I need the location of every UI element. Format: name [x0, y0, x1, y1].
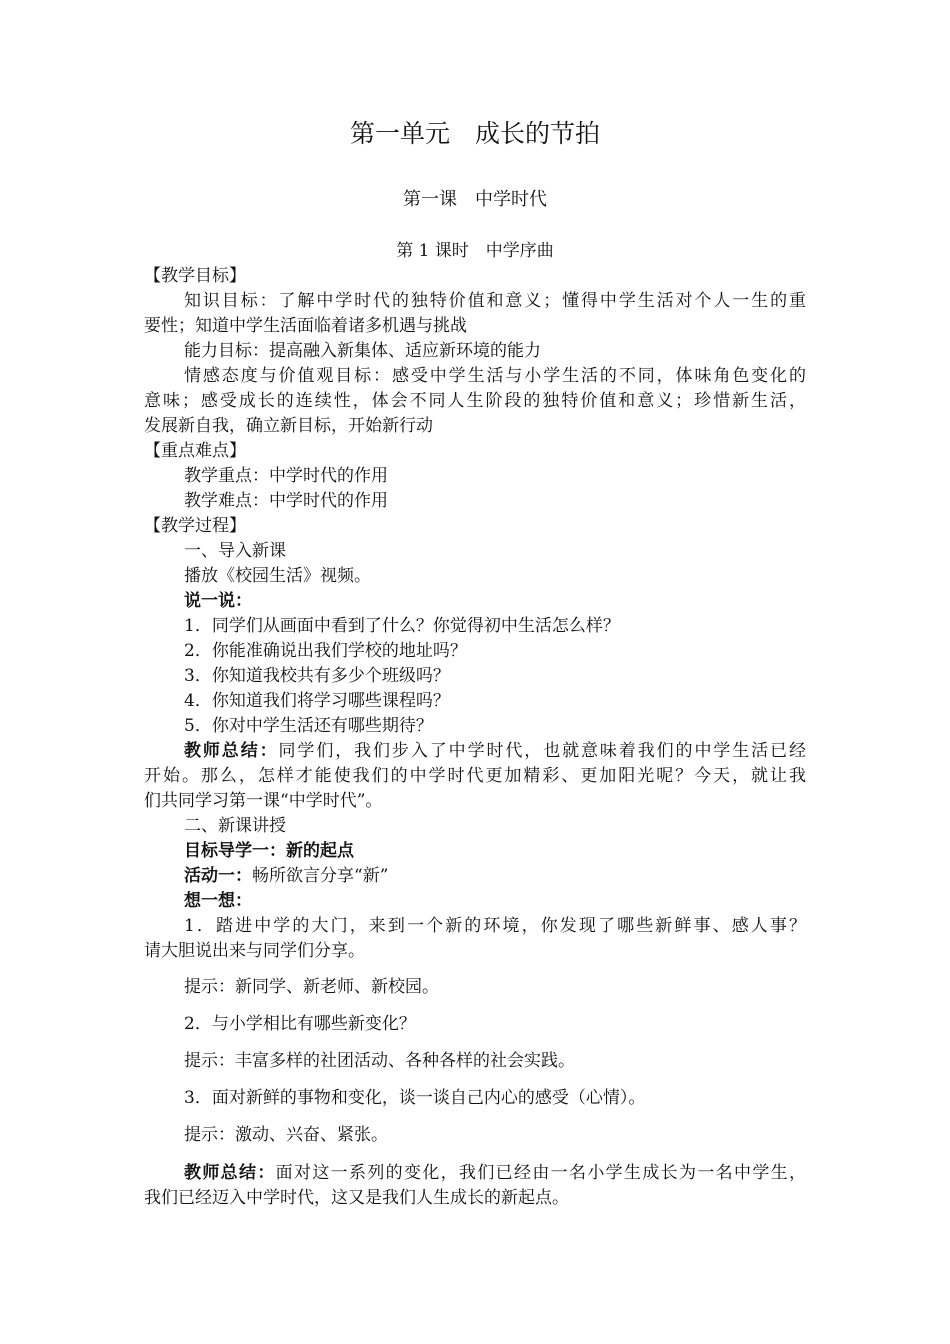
objectives-heading: 【教学目标】 — [144, 266, 246, 286]
activity-label: 活动一： — [184, 866, 252, 886]
video-instruction: 播放《校园生活》视频。 — [184, 566, 371, 586]
teacher-summary-2-line-2: 我们已经迈入中学时代，这又是我们人生成长的新起点。 — [144, 1188, 569, 1208]
hint-3 — [184, 1123, 388, 1147]
teacher-summary-2-line-1 — [184, 1161, 806, 1185]
hint-text: 激动、兴奋、紧张。 — [235, 1125, 388, 1145]
teacher-summary-1-line-3: 们共同学习第一课“中学时代”。 — [144, 791, 383, 811]
knowledge-objective-line-2: 要性；知道中学生活面临着诸多机遇与挑战 — [144, 316, 467, 336]
hint-text: 丰富多样的社团活动、各种各样的社会实践。 — [235, 1051, 575, 1071]
section-1-heading: 一、导入新课 — [184, 541, 286, 561]
teacher-summary-text: 同学们，我们步入了中学时代，也就意味着我们的中学生活已经 — [278, 741, 806, 761]
process-heading: 【教学过程】 — [144, 516, 246, 536]
knowledge-objective-line-1: 知识目标：了解中学时代的独特价值和意义；懂得中学生活对个人一生的重 — [184, 291, 806, 311]
teaching-focus: 教学重点：中学时代的作用 — [184, 466, 388, 486]
think-label: 想一想： — [184, 891, 252, 911]
emotion-objective-line-2: 意味；感受成长的连续性，体会不同人生阶段的独特价值和意义；珍惜新生活， — [144, 391, 806, 411]
hint-2 — [184, 1049, 575, 1073]
think-question-3: 3．面对新鲜的事物和变化，谈一谈自己内心的感受（心情）。 — [184, 1088, 646, 1108]
activity-text: 畅所欲言分享“新” — [252, 866, 389, 886]
question-item: 1．同学们从画面中看到了什么？你觉得初中生活怎么样？ — [184, 616, 620, 636]
hint-text: 新同学、新老师、新校园。 — [235, 977, 439, 997]
teacher-summary-label: 教师总结： — [184, 741, 279, 761]
activity-1 — [184, 864, 388, 888]
hint-label: 提示： — [184, 977, 235, 997]
question-item: 2．你能准确说出我们学校的地址吗？ — [184, 641, 467, 661]
emotion-objective-line-1: 情感态度与价值观目标：感受中学生活与小学生活的不同，体味角色变化的 — [184, 366, 806, 386]
teacher-summary-1-line-1 — [184, 739, 806, 763]
think-question-1-line-2: 请大胆说出来与同学们分享。 — [144, 941, 365, 961]
question-item: 3．你知道我校共有多少个班级吗？ — [184, 666, 450, 686]
say-label: 说一说： — [184, 591, 252, 611]
teacher-summary-label: 教师总结： — [184, 1163, 276, 1183]
hint-label: 提示： — [184, 1051, 235, 1071]
ability-objective: 能力目标：提高融入新集体、适应新环境的能力 — [184, 341, 541, 361]
section-2-heading: 二、新课讲授 — [184, 816, 286, 836]
think-question-1-line-1: 1．踏进中学的大门，来到一个新的环境，你发现了哪些新鲜事、感人事？ — [184, 916, 806, 936]
emotion-objective-line-3: 发展新自我，确立新目标，开始新行动 — [144, 416, 433, 436]
lesson-title: 第一课 中学时代 — [403, 189, 547, 210]
unit-title: 第一单元 成长的节拍 — [349, 119, 600, 148]
key-points-heading: 【重点难点】 — [144, 441, 246, 461]
think-question-2: 2．与小学相比有哪些新变化？ — [184, 1014, 416, 1034]
teaching-difficulty: 教学难点：中学时代的作用 — [184, 491, 388, 511]
hint-1 — [184, 975, 439, 999]
goal-guide-1: 目标导学一：新的起点 — [184, 841, 354, 861]
hint-label: 提示： — [184, 1125, 235, 1145]
teacher-summary-1-line-2: 开始。那么，怎样才能使我们的中学时代更加精彩、更加阳光呢？今天，就让我 — [144, 766, 806, 786]
teacher-summary-text: 面对这一系列的变化，我们已经由一名小学生成长为一名中学生， — [275, 1163, 807, 1183]
question-item: 5．你对中学生活还有哪些期待？ — [184, 716, 433, 736]
period-title: 第 1 课时 中学序曲 — [396, 241, 554, 261]
question-item: 4．你知道我们将学习哪些课程吗？ — [184, 691, 450, 711]
